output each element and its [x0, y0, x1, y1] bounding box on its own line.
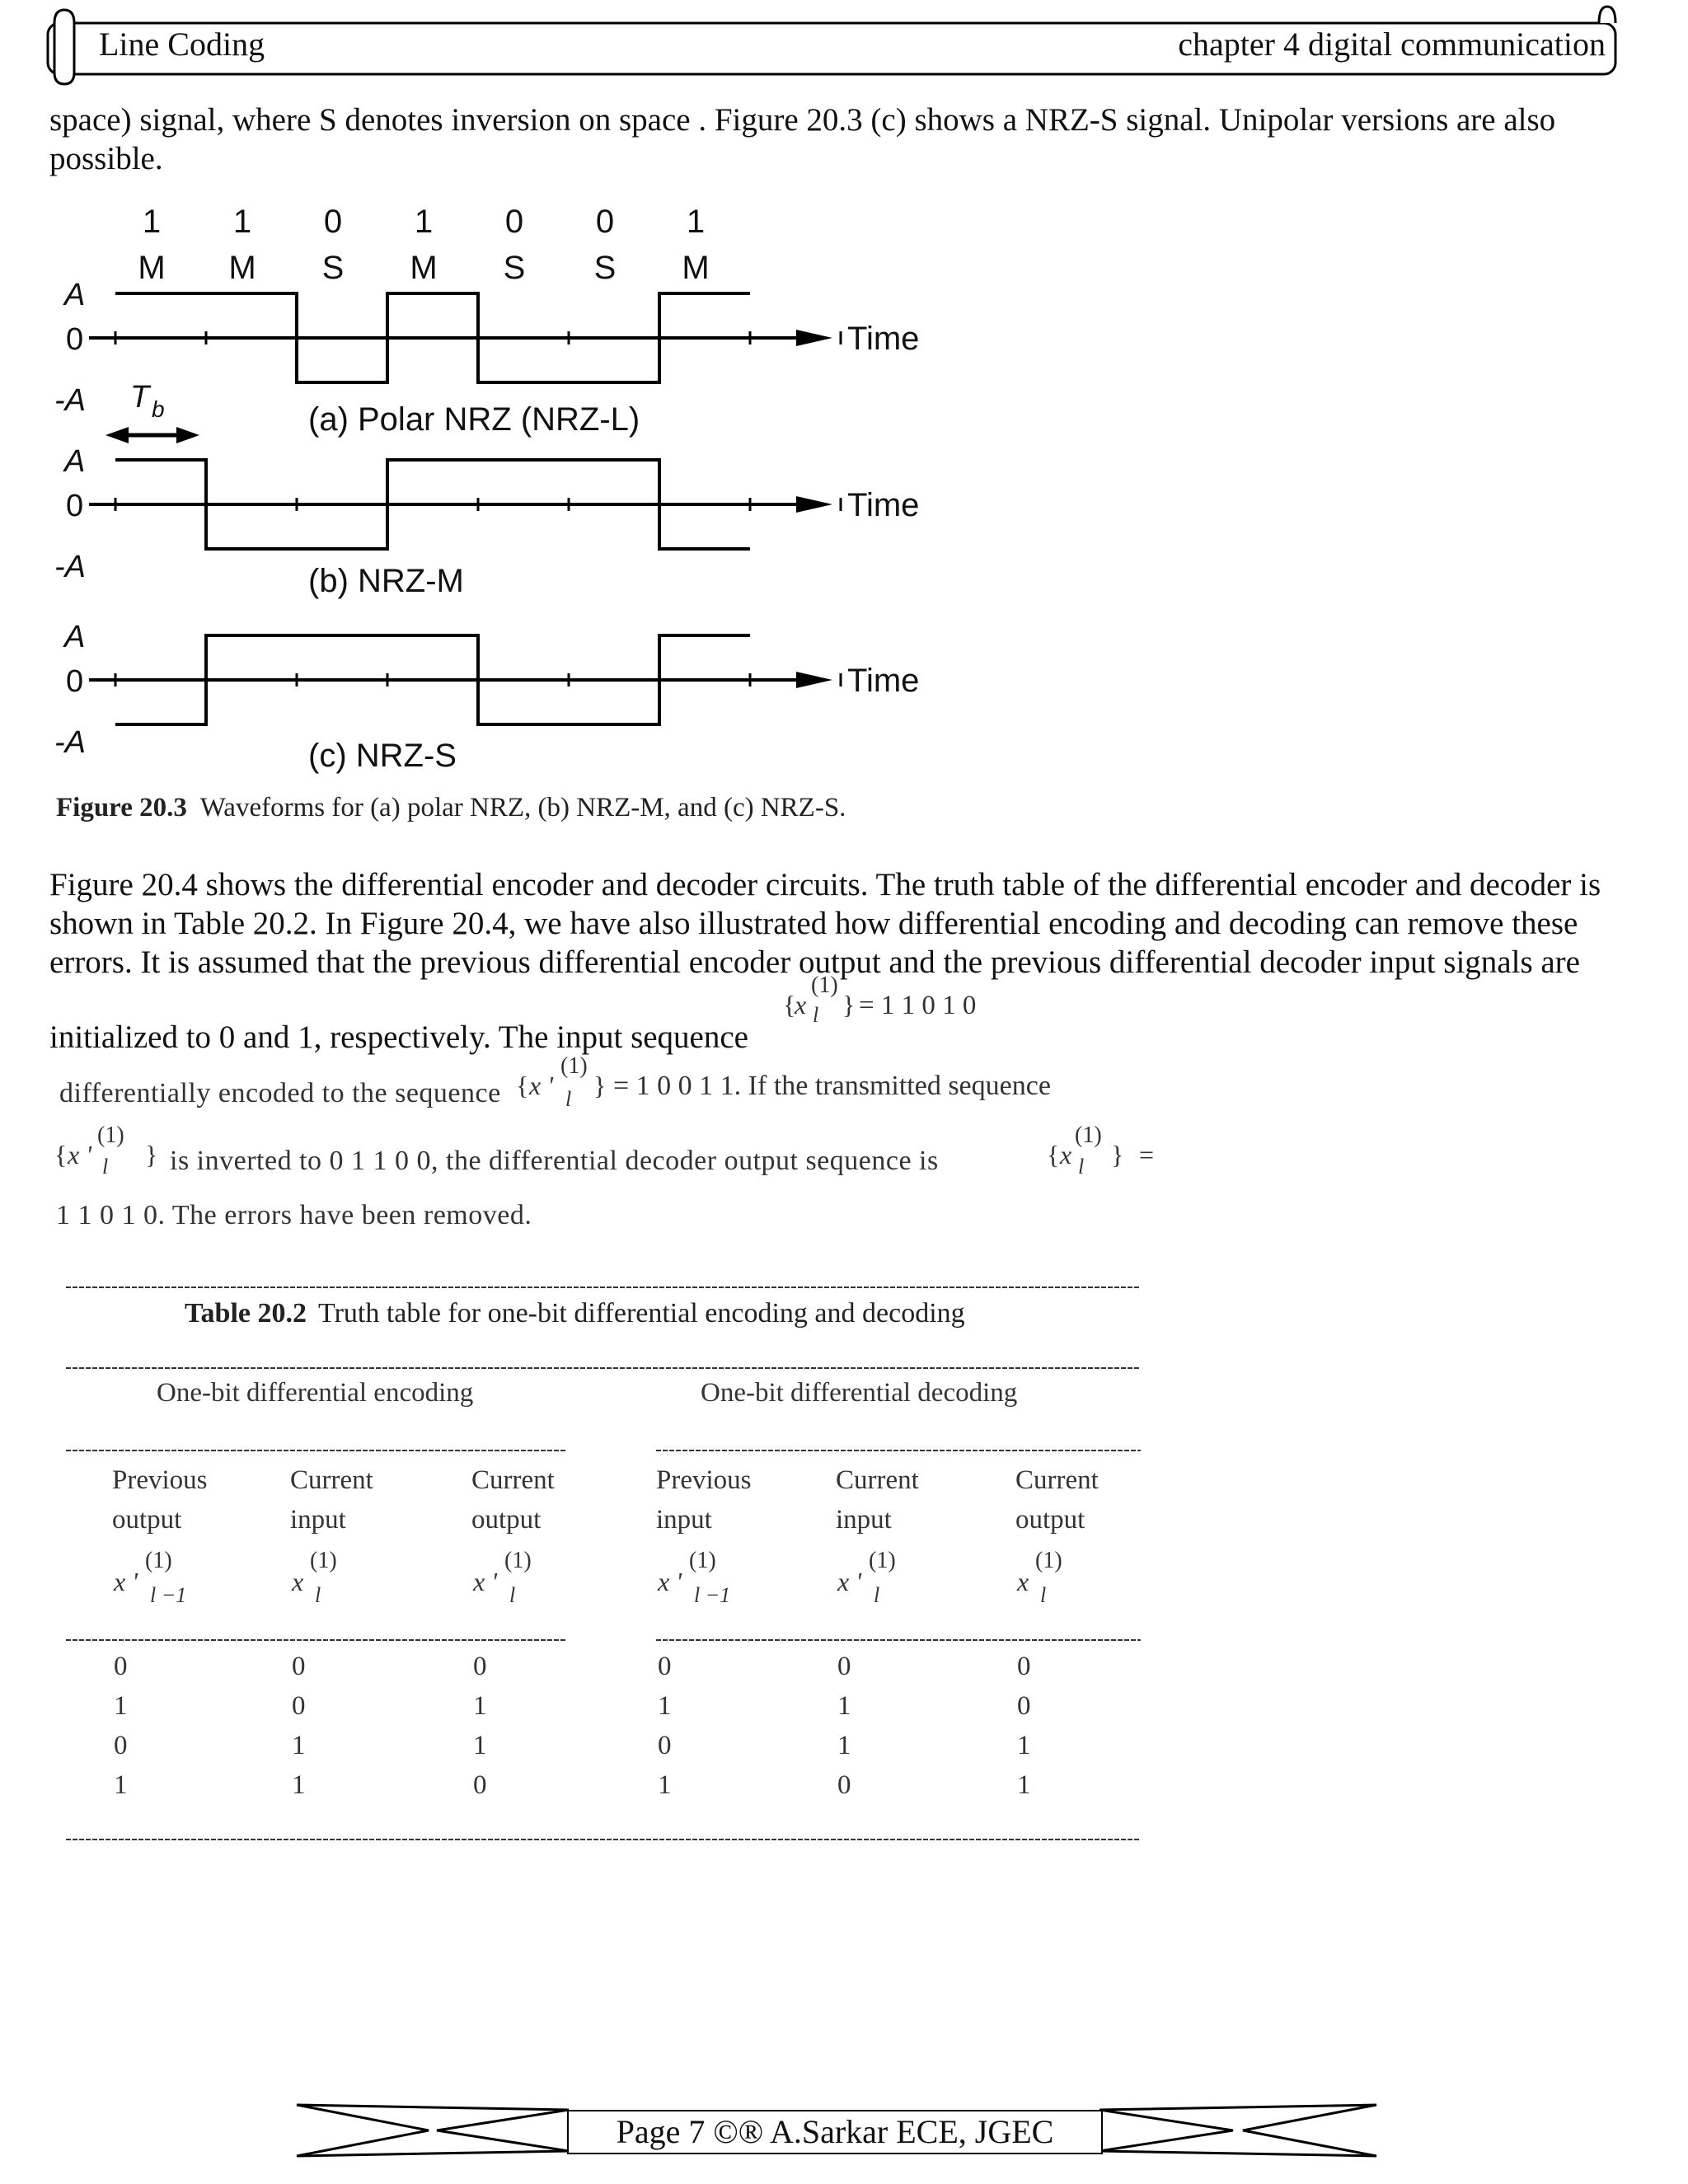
level-low-label: -A — [54, 725, 86, 760]
waveform-panel — [54, 444, 919, 599]
column-header-line1: Current — [290, 1465, 373, 1495]
math-output-seq — [1047, 1121, 1170, 1187]
waveform-label: (b) NRZ-M — [308, 563, 464, 599]
svg-text:l −1: l −1 — [150, 1583, 187, 1607]
svg-text:x: x — [795, 990, 807, 1019]
column-header-line1: Previous — [112, 1465, 208, 1495]
table-cell: 1 — [658, 1770, 672, 1800]
line-inverted: is inverted to 0 1 1 0 0, the differential decoder output sequence is — [170, 1146, 939, 1176]
table-cell: 1 — [292, 1770, 306, 1800]
table-cell: 1 — [473, 1691, 487, 1721]
column-header-line2: output — [471, 1505, 542, 1535]
level-high-label: A — [64, 620, 86, 654]
tb-arrow-right — [176, 427, 199, 443]
table-cell: 0 — [473, 1770, 487, 1800]
table-cell: 1 — [1017, 1770, 1031, 1800]
table-cell: 0 — [473, 1652, 487, 1681]
table-cell: 1 — [658, 1691, 672, 1721]
svg-text:(1): (1) — [310, 1548, 337, 1573]
svg-text:x: x — [1017, 1567, 1029, 1596]
column-header — [656, 1465, 752, 1607]
encoded-seq-value: = 1 0 0 1 1. If the transmitted sequence — [613, 1071, 1051, 1101]
svg-text:=: = — [1139, 1140, 1155, 1169]
tb-arrow-left — [106, 427, 129, 443]
svg-text:(1): (1) — [1035, 1548, 1062, 1573]
table-cell: 1 — [473, 1731, 487, 1760]
table-cell: 0 — [837, 1770, 851, 1800]
math-input-seq — [783, 971, 1030, 1029]
column-header-symbol — [657, 1548, 730, 1607]
level-zero-label: 0 — [66, 489, 84, 523]
bit-label: 0 — [323, 204, 343, 240]
svg-text:x: x — [292, 1567, 304, 1596]
column-header-symbol — [291, 1548, 337, 1607]
truth-table — [0, 1253, 1170, 1863]
svg-text:x: x — [1060, 1140, 1072, 1169]
table-cell: 0 — [114, 1652, 128, 1681]
svg-text:l: l — [1040, 1583, 1047, 1607]
line-initialized: initialized to 0 and 1, respectively. The input sequence — [49, 1019, 748, 1055]
svg-text:l −1: l −1 — [694, 1583, 731, 1607]
table-cell: 1 — [837, 1731, 851, 1760]
code-label: S — [503, 250, 526, 286]
table-cell: 1 — [837, 1691, 851, 1721]
table-cell: 1 — [114, 1770, 128, 1800]
code-labels — [138, 250, 709, 286]
column-header-symbol — [1016, 1548, 1062, 1607]
svg-text:}: } — [1111, 1140, 1124, 1169]
figure-caption — [56, 793, 846, 823]
bit-labels — [143, 204, 705, 240]
svg-text:{: { — [516, 1071, 529, 1100]
bit-label: 0 — [504, 204, 524, 240]
table-cell: 0 — [1017, 1652, 1031, 1681]
waveform-label: (a) Polar NRZ (NRZ-L) — [308, 401, 640, 438]
svg-text:x ': x ' — [68, 1140, 92, 1169]
code-label: M — [682, 250, 710, 286]
column-headers — [112, 1465, 1099, 1607]
table-cell: 1 — [1017, 1731, 1031, 1760]
column-header-line1: Previous — [656, 1465, 752, 1495]
svg-text:x ': x ' — [114, 1567, 138, 1596]
table-row — [114, 1652, 1031, 1681]
svg-text:l: l — [565, 1087, 572, 1111]
svg-text:}: } — [842, 990, 856, 1019]
svg-text:(1): (1) — [869, 1548, 896, 1573]
level-high-label: A — [64, 444, 86, 479]
column-header — [112, 1465, 208, 1607]
time-axis-label: Time — [847, 321, 920, 357]
svg-text:x ': x ' — [658, 1567, 682, 1596]
waveform-panel — [54, 278, 919, 438]
level-low-label: -A — [54, 550, 86, 584]
bit-label: 1 — [142, 204, 162, 240]
table-cell: 0 — [658, 1652, 672, 1681]
column-header-line2: input — [290, 1505, 346, 1535]
math-encoded-seq — [511, 1055, 1170, 1121]
svg-text:{: { — [1047, 1140, 1060, 1169]
svg-text:x ': x ' — [529, 1071, 554, 1100]
column-header-symbol — [837, 1548, 896, 1607]
column-header-line2: output — [112, 1505, 182, 1535]
svg-text:}: } — [593, 1071, 607, 1100]
svg-text:l: l — [509, 1583, 516, 1607]
table-row — [114, 1731, 1031, 1760]
code-label: S — [593, 250, 617, 286]
footer-page-label: Page 7 ©® A.Sarkar ECE, JGEC — [567, 2110, 1103, 2154]
line-diff-a: differentially encoded to the sequence — [59, 1078, 501, 1108]
svg-text:(1): (1) — [560, 1055, 588, 1079]
group-decoding: One-bit differential decoding — [701, 1378, 1018, 1408]
table-cell: 0 — [292, 1652, 306, 1681]
column-header — [836, 1465, 919, 1607]
table-cell: 1 — [292, 1731, 306, 1760]
bit-label: 0 — [595, 204, 615, 240]
time-axis-label: Time — [847, 487, 920, 523]
svg-text:(1): (1) — [145, 1548, 172, 1573]
level-zero-label: 0 — [66, 322, 84, 357]
svg-text:x ': x ' — [837, 1567, 862, 1596]
time-axis-label: Time — [847, 663, 920, 699]
time-axis-arrow — [796, 672, 832, 688]
tb-marker — [106, 380, 199, 443]
table-cell: 0 — [114, 1731, 128, 1760]
code-label: M — [410, 250, 438, 286]
svg-text:{: { — [783, 990, 796, 1019]
table-cell: 0 — [658, 1731, 672, 1760]
column-header-line2: input — [836, 1505, 892, 1535]
level-high-label: A — [64, 278, 86, 312]
table-cell: 0 — [292, 1691, 306, 1721]
table-rows — [114, 1652, 1031, 1800]
header-title-left: Line Coding — [99, 26, 265, 63]
code-label: S — [321, 250, 345, 286]
bit-label: 1 — [232, 204, 252, 240]
waveform-figure — [0, 190, 989, 832]
bit-label: 1 — [414, 204, 434, 240]
waveform-panel — [54, 620, 919, 774]
intro-paragraph: space) signal, where S denotes inversion on space . Figure 20.3 (c) shows a NRZ-S signal. Unipolar versions are also possible. — [49, 102, 1556, 176]
header-title-right: chapter 4 digital communication — [1178, 26, 1606, 63]
paragraph-differential: Figure 20.4 shows the differential encoder and decoder circuits. The truth table of the differential encoder and decoder is shown in Table 20.2. In Figure 20.4, we have also illustrated how differential encoding and decoding can remove these errors. It is assumed that the previous differential encoder output and the previous differential decoder input signals are — [49, 867, 1601, 980]
time-axis-arrow — [796, 330, 832, 346]
level-zero-label: 0 — [66, 664, 84, 699]
tb-label: T — [130, 380, 150, 415]
svg-text:(1): (1) — [811, 972, 838, 998]
svg-text:l: l — [874, 1583, 880, 1607]
waveform-label: (c) NRZ-S — [308, 738, 457, 774]
svg-text:(1): (1) — [689, 1548, 716, 1573]
bit-label: 1 — [686, 204, 706, 240]
column-header — [471, 1465, 555, 1607]
column-header-line1: Current — [836, 1465, 919, 1495]
tb-subscript: b — [152, 396, 165, 422]
svg-text:l: l — [315, 1583, 321, 1607]
table-cell: 0 — [837, 1652, 851, 1681]
svg-text:l: l — [813, 1003, 819, 1027]
column-header-line1: Current — [471, 1465, 555, 1495]
column-header-line2: input — [656, 1505, 712, 1535]
table-row — [114, 1770, 1031, 1800]
table-row — [114, 1691, 1031, 1721]
figure-caption-text: Waveforms for (a) polar NRZ, (b) NRZ-M, and (c) NRZ-S. — [199, 793, 846, 823]
code-label: M — [138, 250, 166, 286]
svg-text:l: l — [102, 1155, 109, 1179]
line-diff-encoded — [59, 1078, 501, 1109]
svg-text:(1): (1) — [1075, 1122, 1102, 1148]
column-header — [290, 1465, 373, 1607]
column-header-line1: Current — [1015, 1465, 1099, 1495]
waveform-panels — [54, 278, 919, 774]
svg-text:(1): (1) — [97, 1122, 124, 1148]
svg-text:(1): (1) — [504, 1548, 532, 1573]
code-label: M — [228, 250, 256, 286]
table-cell: 0 — [1017, 1691, 1031, 1721]
input-seq-value: = 1 1 0 1 0 — [859, 991, 977, 1020]
column-header-symbol — [113, 1548, 186, 1607]
column-header-line2: output — [1015, 1505, 1085, 1535]
column-header — [1015, 1465, 1099, 1607]
figure-caption-label: Figure 20.3 — [56, 793, 187, 823]
line-errors-removed: 1 1 0 1 0. The errors have been removed. — [56, 1200, 532, 1230]
svg-text:}: } — [145, 1140, 158, 1169]
time-axis-arrow — [796, 496, 832, 513]
group-encoding: One-bit differential encoding — [157, 1378, 474, 1408]
level-low-label: -A — [54, 383, 86, 418]
svg-text:l: l — [1078, 1155, 1085, 1179]
table-title: Table 20.2 Truth table for one-bit differential encoding and decoding — [185, 1298, 965, 1329]
svg-text:x ': x ' — [473, 1567, 498, 1596]
svg-text:{: { — [54, 1140, 68, 1169]
table-cell: 1 — [114, 1691, 128, 1721]
column-header-symbol — [472, 1548, 532, 1607]
